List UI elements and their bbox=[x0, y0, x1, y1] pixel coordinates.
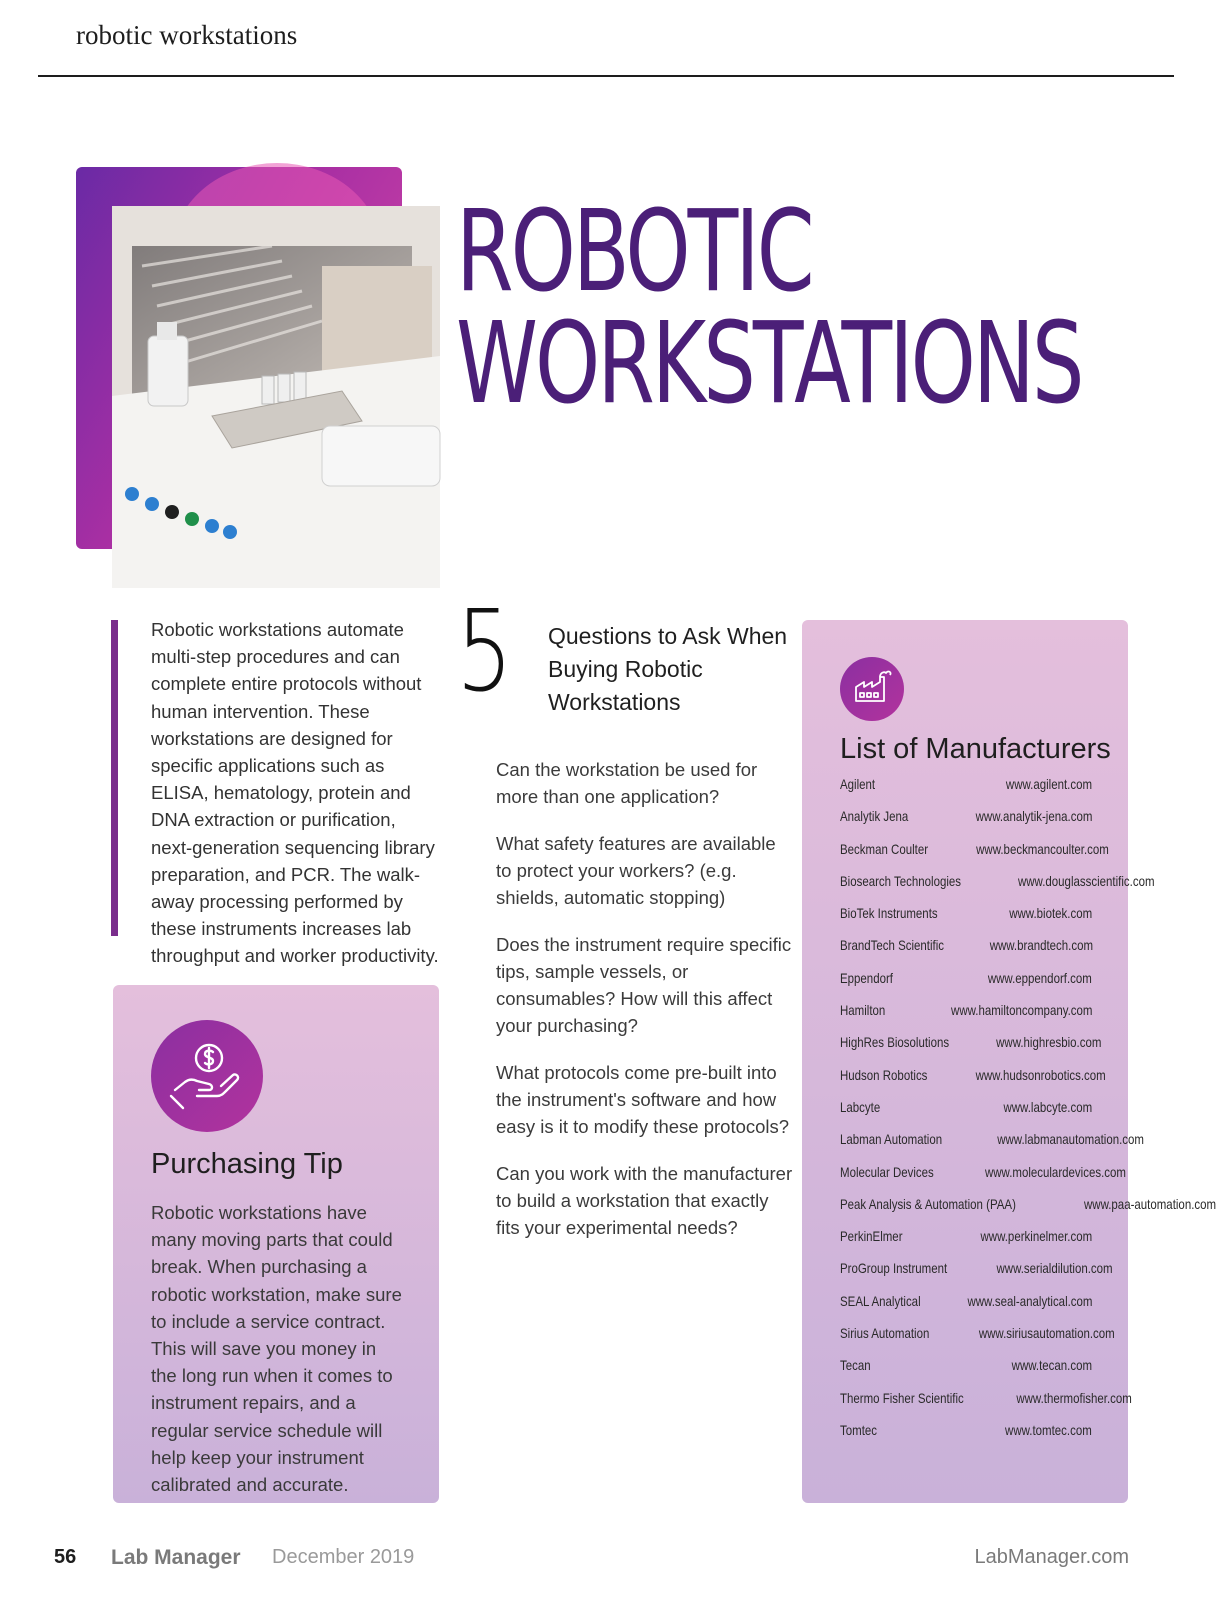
questions-number: 5 bbox=[456, 587, 514, 717]
page-number: 56 bbox=[54, 1546, 77, 1568]
manufacturer-name: Eppendorf bbox=[840, 969, 893, 986]
manufacturer-name: Agilent bbox=[840, 776, 876, 792]
intro-paragraph: Robotic workstations automate multi-step procedures and can complete entire protocols without human intervention. These workstations are designed for specific applications such as ELISA, hematology, protein and DNA extraction or purification, next-generation sequencing library preparation, and PCR. The walk-away processing performed by these instruments increases lab throughput and worker productivity. bbox=[151, 619, 439, 967]
manufacturer-row bbox=[840, 776, 1092, 808]
manufacturer-row bbox=[840, 1099, 1092, 1131]
page-title bbox=[456, 187, 1082, 429]
manufacturer-row bbox=[840, 970, 1092, 1002]
manufacturers-title: List of Manufacturers bbox=[840, 733, 1111, 765]
manufacturer-name: Beckman Coulter bbox=[840, 840, 929, 857]
manufacturer-name: Hamilton bbox=[840, 1002, 886, 1019]
manufacturer-url[interactable]: www.eppendorf.com bbox=[987, 969, 1092, 986]
manufacturer-row bbox=[840, 1293, 1092, 1325]
factory-icon bbox=[840, 657, 904, 721]
title-line-2: WORKSTATIONS bbox=[456, 299, 1082, 429]
manufacturer-name: BioTek Instruments bbox=[840, 905, 938, 922]
page-footer bbox=[0, 1546, 1200, 1576]
manufacturer-row bbox=[840, 1034, 1102, 1066]
questions-list bbox=[496, 756, 796, 1261]
questions-heading: Questions to Ask When Buying Robotic Workstations bbox=[548, 623, 788, 715]
manufacturer-row bbox=[840, 1422, 1092, 1454]
manufacturer-url[interactable]: www.seal-analytical.com bbox=[966, 1292, 1092, 1309]
publication-name: Lab Manager bbox=[111, 1546, 241, 1569]
question-item: Can you work with the manufacturer to build a workstation that exactly fits your experimental needs? bbox=[496, 1163, 793, 1238]
manufacturer-name: Analytik Jena bbox=[840, 808, 909, 825]
tip-body: Robotic workstations have many moving parts that could break. When purchasing a robotic workstation, make sure to include a service contract. This will save you money in the long run when it comes to instrument repairs, and a regular service schedule will help keep your instrument calibrated and accurate. bbox=[151, 1202, 402, 1496]
manufacturer-row bbox=[840, 1260, 1113, 1292]
manufacturer-url[interactable]: www.hudsonrobotics.com bbox=[975, 1066, 1106, 1083]
manufacturer-row bbox=[840, 1325, 1115, 1357]
manufacturer-name: ProGroup Instrument bbox=[840, 1260, 948, 1277]
manufacturer-url[interactable]: www.tecan.com bbox=[1011, 1357, 1092, 1374]
manufacturer-url[interactable]: www.biotek.com bbox=[1009, 905, 1092, 922]
manufacturer-name: Peak Analysis & Automation (PAA) bbox=[840, 1195, 1016, 1212]
manufacturer-name: Hudson Robotics bbox=[840, 1066, 928, 1083]
question-item: Does the instrument require specific tips, sample vessels, or consumables? How will this affect your purchasing? bbox=[496, 934, 792, 1036]
manufacturer-name: Tomtec bbox=[840, 1421, 878, 1438]
manufacturer-url[interactable]: www.douglasscientific.com bbox=[1017, 872, 1155, 889]
manufacturer-url[interactable]: www.paa-automation.com bbox=[1083, 1195, 1216, 1212]
manufacturer-name: BrandTech Scientific bbox=[840, 937, 945, 954]
manufacturer-row bbox=[840, 937, 1092, 969]
manufacturers-panel bbox=[802, 620, 1216, 1503]
intro-accent-bar bbox=[111, 620, 118, 936]
website-link[interactable]: LabManager.com bbox=[974, 1546, 1129, 1568]
manufacturer-row bbox=[840, 905, 1092, 937]
manufacturer-row bbox=[840, 808, 1092, 840]
manufacturer-name: Sirius Automation bbox=[840, 1325, 930, 1342]
question-item: What safety features are available to protect your workers? (e.g. shields, automatic stopping) bbox=[496, 833, 776, 908]
manufacturers-list bbox=[840, 776, 1216, 1454]
manufacturer-name: Molecular Devices bbox=[840, 1163, 934, 1180]
manufacturer-name: Biosearch Technologies bbox=[840, 872, 962, 889]
manufacturer-row bbox=[840, 1002, 1092, 1034]
manufacturer-url[interactable]: www.analytik-jena.com bbox=[975, 808, 1092, 825]
manufacturer-name: Tecan bbox=[840, 1357, 871, 1374]
manufacturer-name: HighRes Biosolutions bbox=[840, 1034, 950, 1051]
tip-title: Purchasing Tip bbox=[151, 1148, 343, 1180]
manufacturer-url[interactable]: www.highresbio.com bbox=[996, 1034, 1102, 1051]
running-head: robotic workstations bbox=[76, 20, 298, 50]
header-rule bbox=[38, 75, 1174, 77]
manufacturer-url[interactable]: www.hamiltoncompany.com bbox=[950, 1002, 1092, 1019]
manufacturer-url[interactable]: www.labmanautomation.com bbox=[996, 1131, 1144, 1148]
manufacturer-url[interactable]: www.perkinelmer.com bbox=[980, 1228, 1092, 1245]
manufacturer-url[interactable]: www.labcyte.com bbox=[1003, 1098, 1092, 1115]
manufacturer-row bbox=[840, 1066, 1106, 1099]
manufacturer-row bbox=[840, 1131, 1144, 1163]
manufacturer-url[interactable]: www.tomtec.com bbox=[1005, 1421, 1092, 1438]
manufacturer-row bbox=[840, 1357, 1092, 1389]
manufacturer-url[interactable]: www.thermofisher.com bbox=[1016, 1389, 1132, 1406]
manufacturer-row bbox=[840, 840, 1110, 873]
robotic-workstation-photo bbox=[112, 206, 440, 588]
manufacturer-row bbox=[840, 1389, 1132, 1422]
manufacturer-url[interactable]: www.moleculardevices.com bbox=[985, 1163, 1127, 1180]
manufacturer-url[interactable]: www.agilent.com bbox=[1005, 776, 1092, 792]
title-line-1: ROBOTIC bbox=[456, 187, 812, 317]
manufacturer-url[interactable]: www.beckmancoulter.com bbox=[976, 840, 1110, 857]
manufacturer-name: Labcyte bbox=[840, 1098, 881, 1115]
question-item: Can the workstation be used for more than one application? bbox=[496, 759, 758, 807]
issue-date: December 2019 bbox=[272, 1546, 415, 1568]
manufacturer-name: PerkinElmer bbox=[840, 1228, 903, 1245]
manufacturer-name: Thermo Fisher Scientific bbox=[840, 1389, 964, 1406]
manufacturer-row bbox=[840, 1163, 1127, 1196]
money-hand-icon bbox=[151, 1020, 263, 1132]
purchasing-tip-panel bbox=[113, 985, 439, 1503]
manufacturer-name: Labman Automation bbox=[840, 1131, 943, 1148]
manufacturer-url[interactable]: www.serialdilution.com bbox=[996, 1260, 1113, 1277]
manufacturer-row bbox=[840, 1228, 1092, 1260]
manufacturer-url[interactable]: www.brandtech.com bbox=[989, 937, 1093, 954]
manufacturer-row bbox=[840, 1195, 1216, 1228]
manufacturer-name: SEAL Analytical bbox=[840, 1292, 921, 1309]
manufacturer-row bbox=[840, 872, 1155, 905]
question-item: What protocols come pre-built into the instrument's software and how easy is it to modify these protocols? bbox=[496, 1062, 790, 1137]
manufacturer-url[interactable]: www.siriusautomation.com bbox=[978, 1325, 1115, 1342]
